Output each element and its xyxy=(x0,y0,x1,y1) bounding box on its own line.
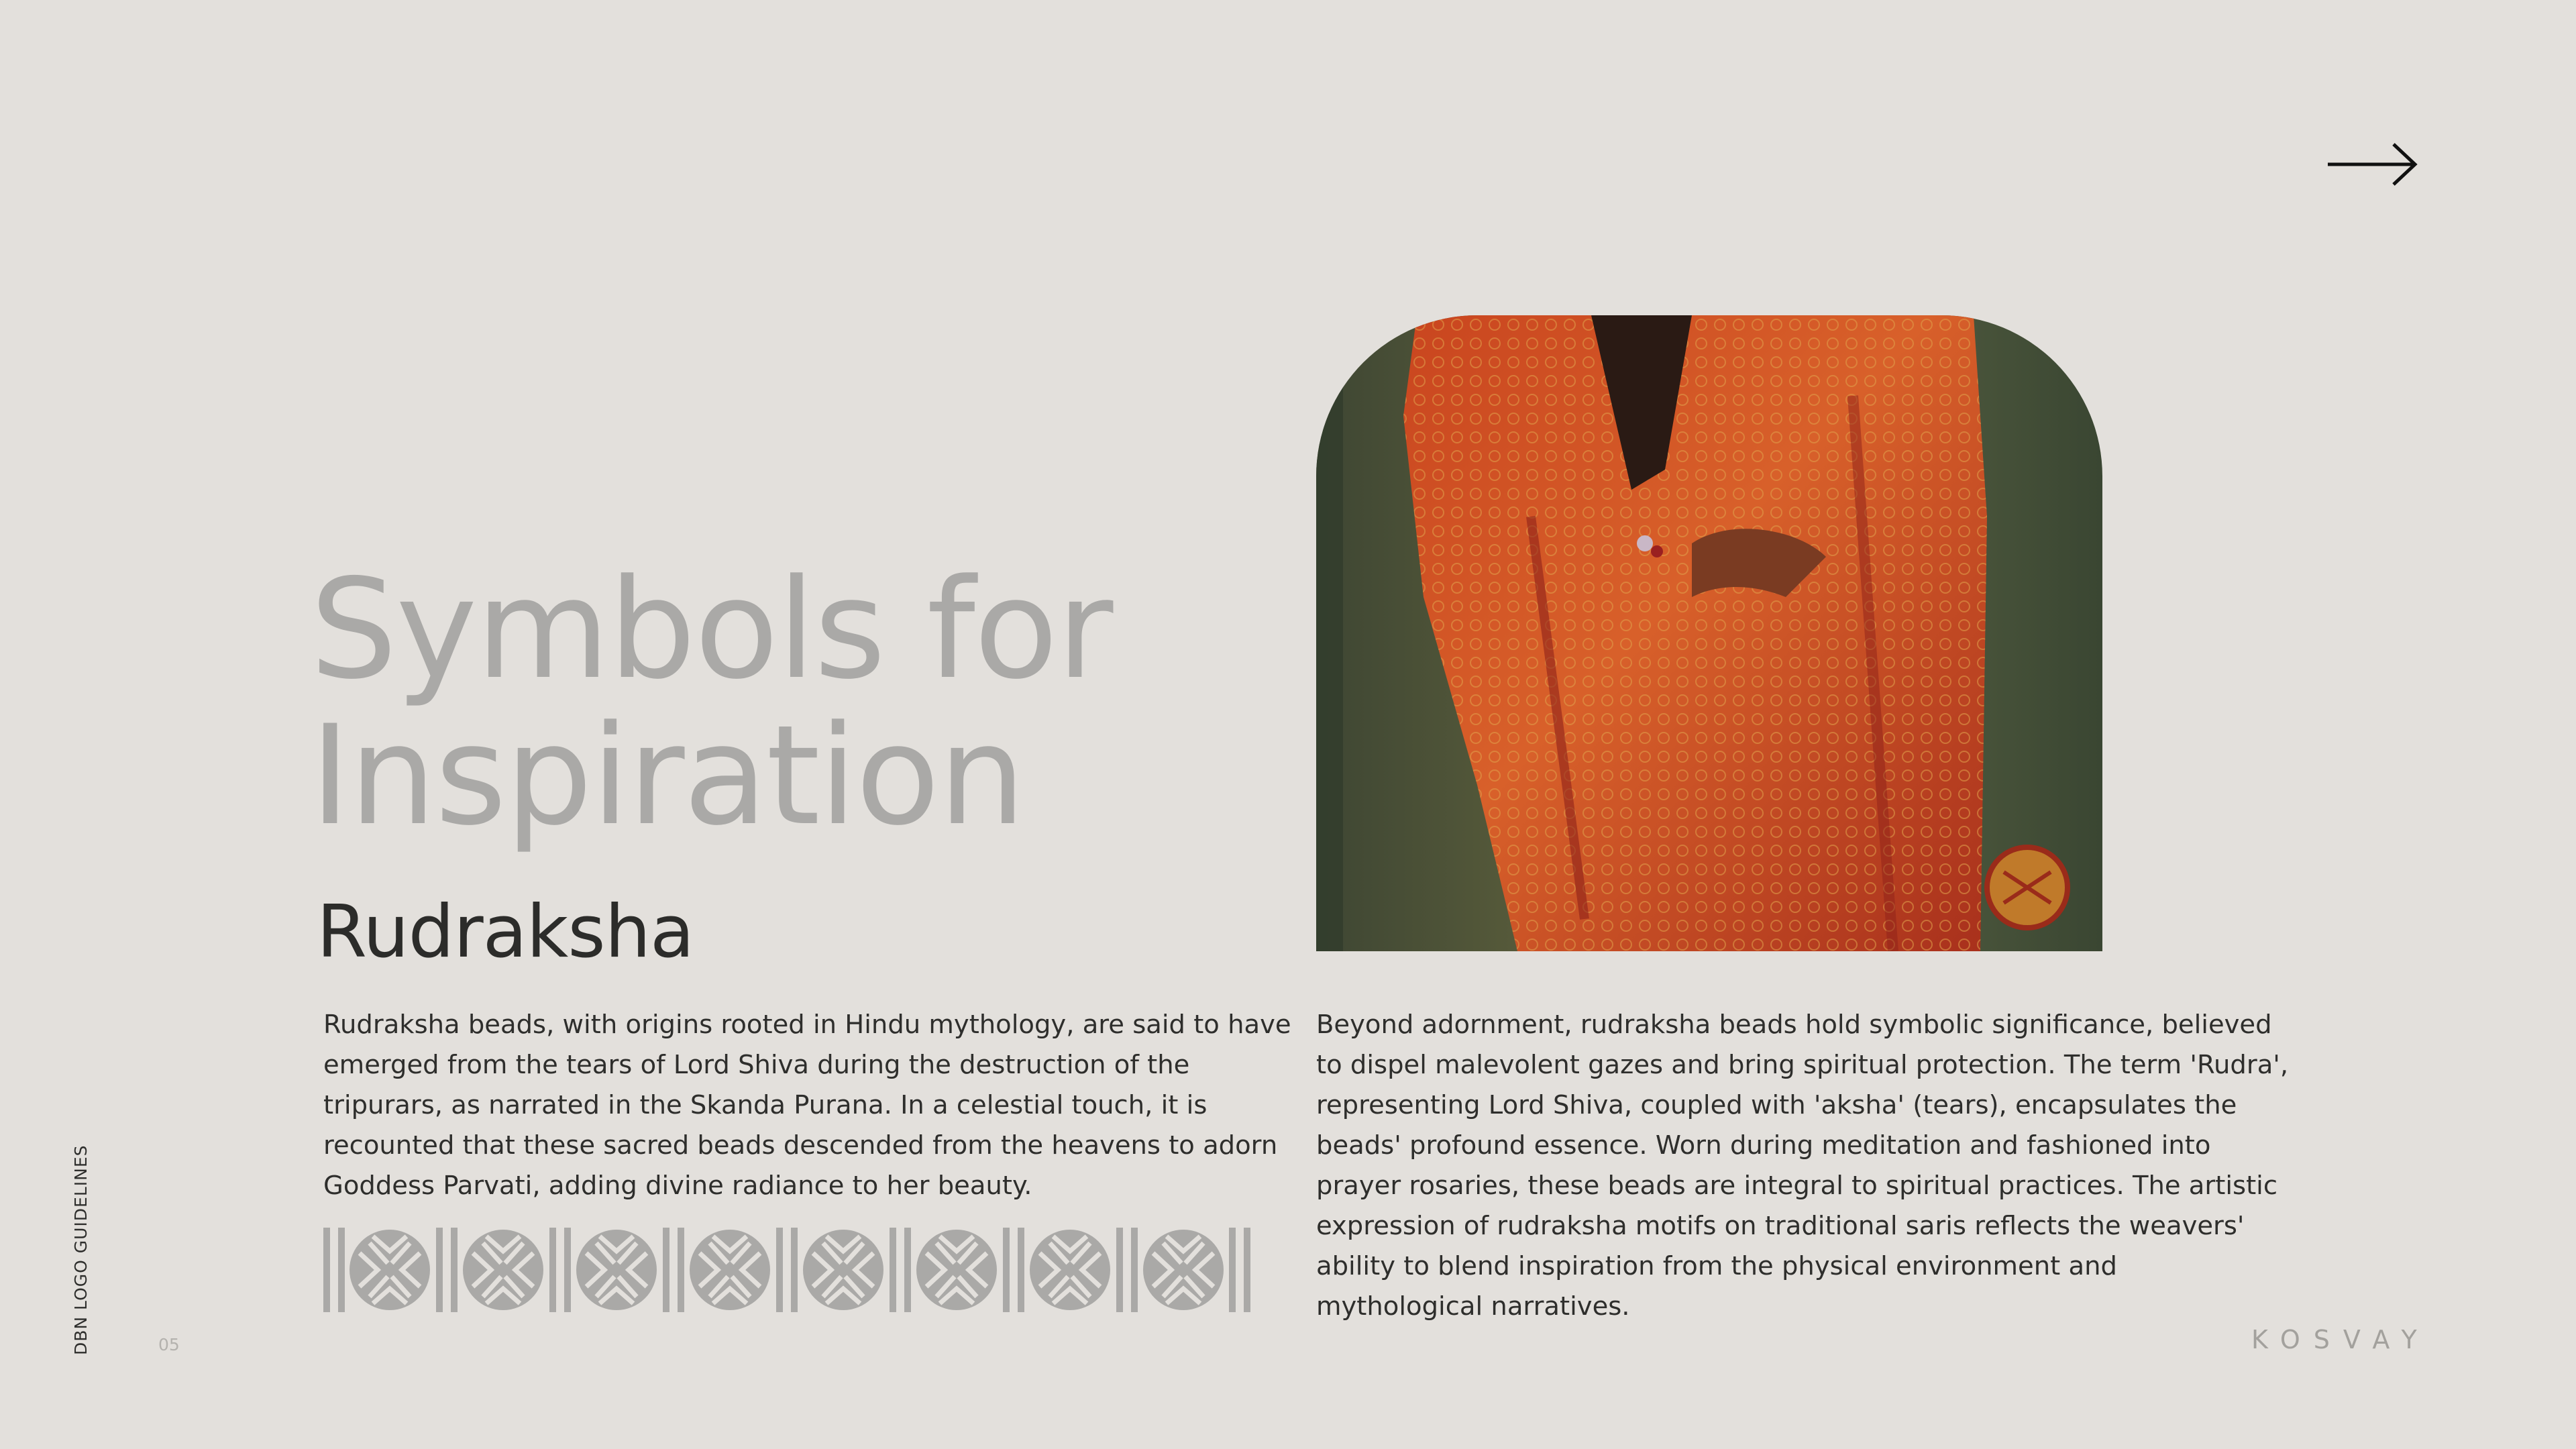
title-line-2: Inspiration xyxy=(310,696,1024,856)
body-right-line: expression of rudraksha motifs on traditional saris reflects the weavers' xyxy=(1316,1211,2245,1241)
body-right-line: beads' profound essence. Worn during meditation and fashioned into xyxy=(1316,1130,2211,1161)
body-right-line: representing Lord Shiva, coupled with 'aksha' (tears), encapsulates the xyxy=(1316,1090,2237,1120)
body-paragraph-right xyxy=(1316,1005,2288,1327)
body-left-line: recounted that these sacred beads descended from the heavens to adorn xyxy=(323,1130,1278,1161)
body-left-line: emerged from the tears of Lord Shiva during the destruction of the xyxy=(323,1050,1190,1080)
side-label: DBN LOGO GUIDELINES xyxy=(71,1144,91,1355)
body-left-line: tripurars, as narrated in the Skanda Purana. In a celestial touch, it is xyxy=(323,1090,1208,1120)
brand-wordmark: KOSVAY xyxy=(2251,1325,2430,1354)
title-line-1: Symbols for xyxy=(310,550,1112,710)
body-right-line: mythological narratives. xyxy=(1316,1291,1630,1322)
saree-photo xyxy=(1316,315,2102,951)
page-title xyxy=(310,550,1112,856)
rudraksha-motif-strip xyxy=(323,1228,1252,1312)
body-right-line: to dispel malevolent gazes and bring spiritual protection. The term 'Rudra', xyxy=(1316,1050,2289,1080)
body-left-line: Goddess Parvati, adding divine radiance to her beauty. xyxy=(323,1171,1032,1201)
body-right-line: prayer rosaries, these beads are integral to spiritual practices. The artistic xyxy=(1316,1171,2278,1201)
body-paragraph-left xyxy=(323,1005,1291,1206)
next-arrow-icon[interactable] xyxy=(2321,141,2422,188)
body-right-line: ability to blend inspiration from the physical environment and xyxy=(1316,1251,2117,1281)
body-right-line: Beyond adornment, rudraksha beads hold symbolic significance, believed xyxy=(1316,1010,2272,1040)
body-left-line: Rudraksha beads, with origins rooted in Hindu mythology, are said to have xyxy=(323,1010,1291,1040)
section-subtitle: Rudraksha xyxy=(317,890,694,974)
page-number: 05 xyxy=(158,1335,180,1354)
